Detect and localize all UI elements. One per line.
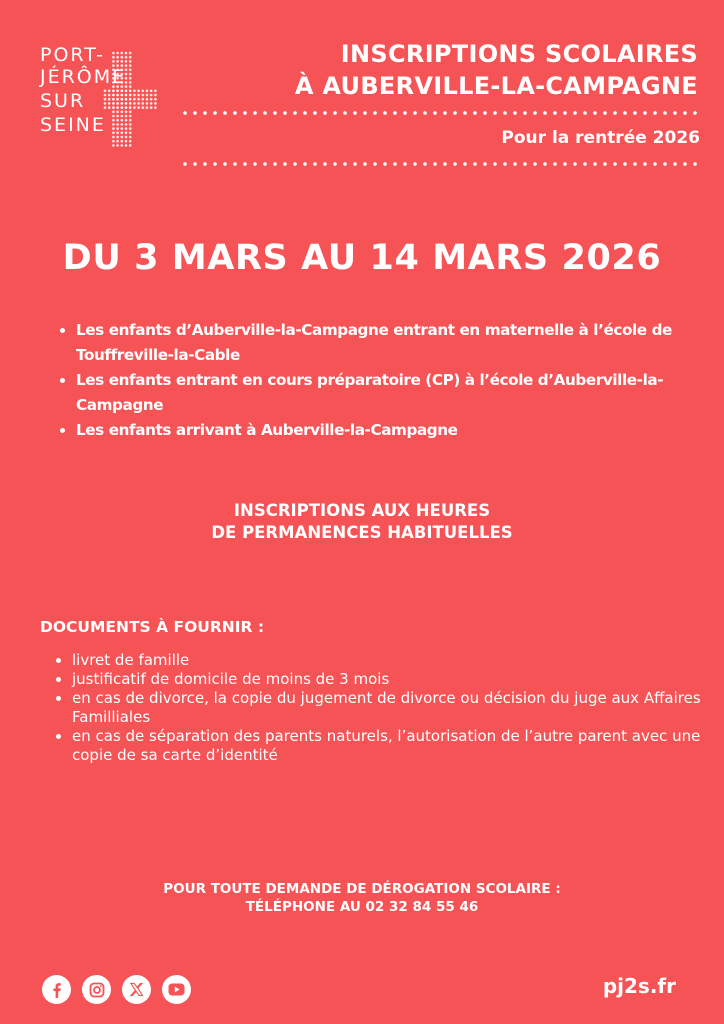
derogation-line-1: POUR TOUTE DEMANDE DE DÉROGATION SCOLAIRE : bbox=[163, 881, 561, 897]
list-item: • Les enfants arrivant à Auberville-la-Campagne bbox=[76, 418, 696, 443]
derogation-phone: TÉLÉPHONE AU 02 32 84 55 46 bbox=[245, 899, 479, 915]
x-icon[interactable] bbox=[122, 975, 151, 1004]
dotted-divider-bottom bbox=[180, 162, 700, 166]
eligibility-list bbox=[56, 318, 696, 443]
subtitle: Pour la rentrée 2026 bbox=[501, 128, 700, 148]
list-item: • livret de famille bbox=[72, 651, 712, 670]
permanence-notice bbox=[0, 500, 724, 544]
logo-line-seine: SEINE bbox=[40, 114, 106, 136]
documents-list bbox=[52, 651, 712, 765]
instagram-icon[interactable] bbox=[82, 975, 111, 1004]
permanence-line-1: INSCRIPTIONS AUX HEURES bbox=[233, 501, 491, 520]
permanence-line-2: DE PERMANENCES HABITUELLES bbox=[211, 523, 513, 542]
facebook-icon[interactable] bbox=[42, 975, 71, 1004]
website-link[interactable]: pj2s.fr bbox=[602, 974, 676, 998]
dotted-divider-top bbox=[180, 111, 700, 115]
social-links bbox=[42, 975, 191, 1004]
list-item: • justificatif de domicile de moins de 3 mois bbox=[72, 670, 712, 689]
list-item: • Les enfants d’Auberville-la-Campagne entrant en maternelle à l’école de Touffreville-la-Cable bbox=[76, 318, 696, 368]
logo-line-port: PORT- bbox=[40, 44, 105, 66]
derogation-notice bbox=[0, 880, 724, 916]
documents-title: DOCUMENTS À FOURNIR : bbox=[40, 618, 265, 636]
logo bbox=[40, 38, 162, 148]
list-item: • en cas de divorce, la copie du jugement de divorce ou décision du juge aux Affaires Familliales bbox=[72, 689, 712, 727]
title-line-1: INSCRIPTIONS SCOLAIRES bbox=[340, 40, 698, 68]
date-range: DU 3 MARS AU 14 MARS 2026 bbox=[62, 238, 662, 278]
title-line-2: À AUBERVILLE-LA-CAMPAGNE bbox=[294, 72, 698, 100]
youtube-icon[interactable] bbox=[162, 975, 191, 1004]
logo-line-sur: SUR bbox=[40, 90, 86, 112]
plus-dot-grid-logo bbox=[102, 50, 160, 148]
logo-line-jerome: JÉRÔME bbox=[40, 66, 127, 88]
list-item: • Les enfants entrant en cours préparatoire (CP) à l’école d’Auberville-la-Campagne bbox=[76, 368, 696, 418]
list-item: • en cas de séparation des parents naturels, l’autorisation de l’autre parent avec une copie de sa carte d’identité bbox=[72, 727, 712, 765]
